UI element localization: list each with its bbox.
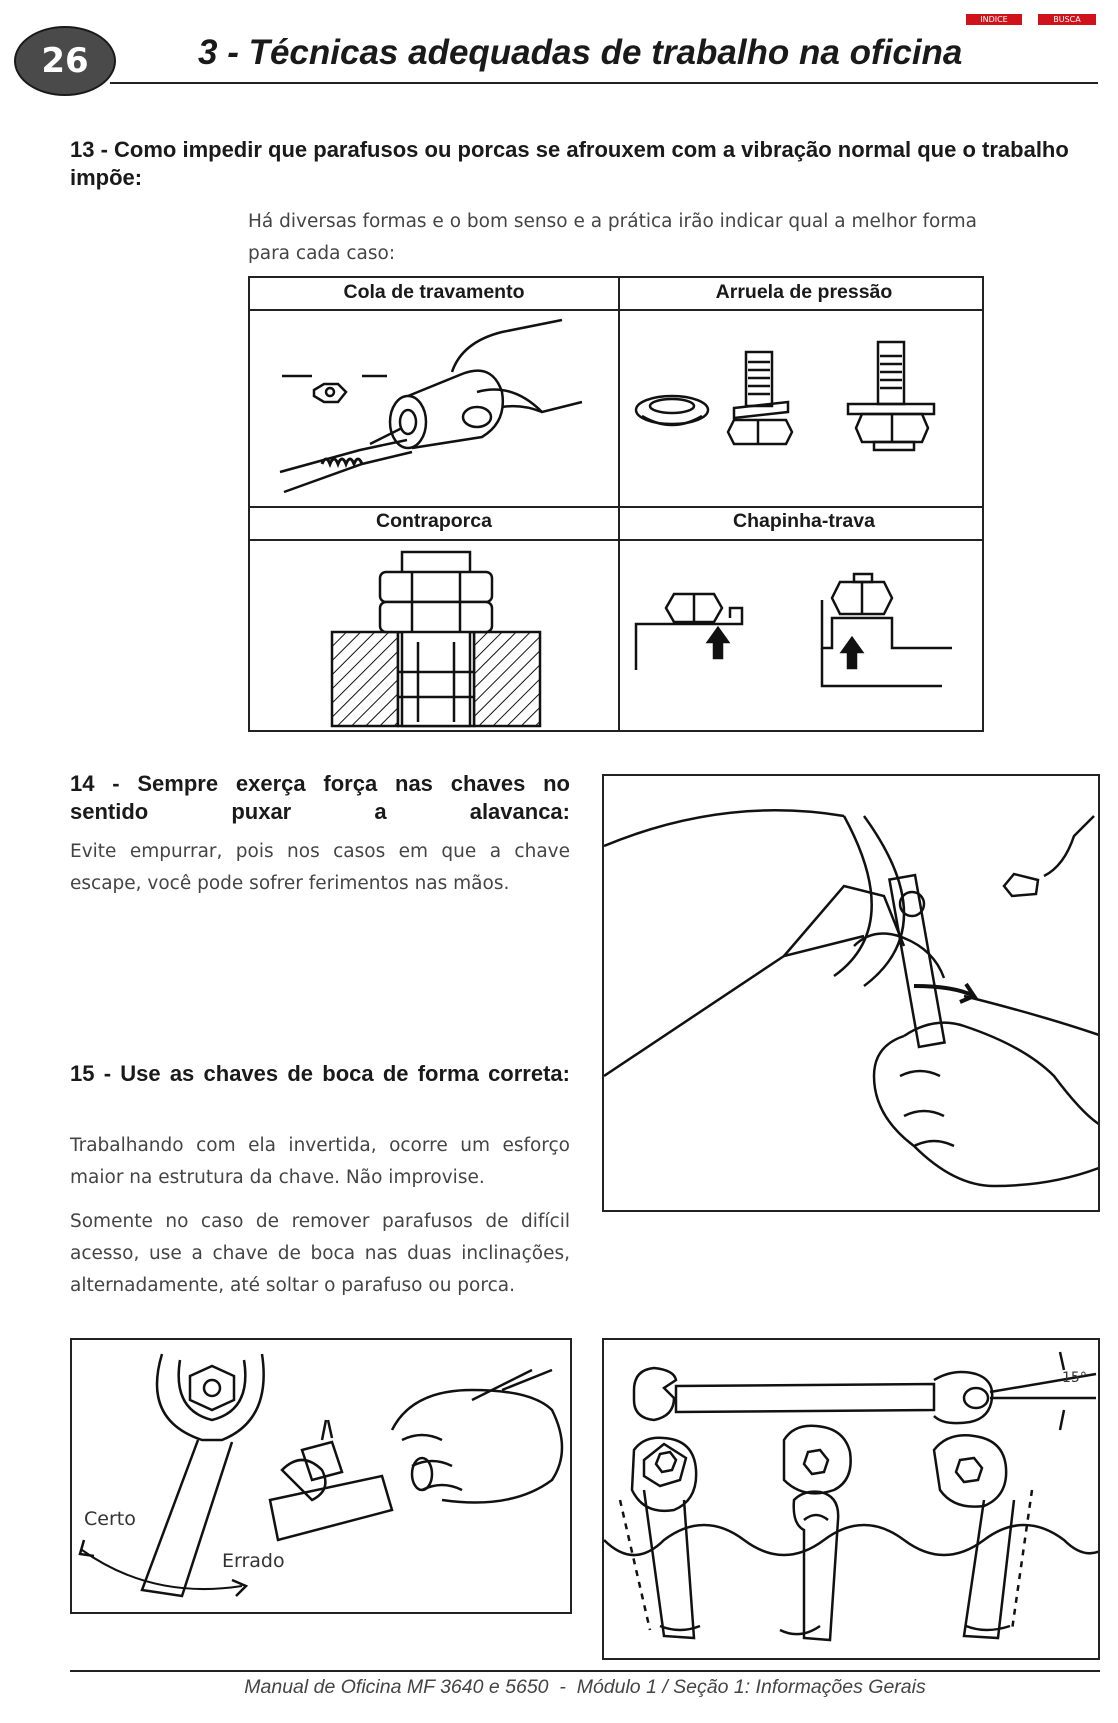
cell-label-contraporca: Contraporca [376,510,492,532]
angle-label: 15° [1062,1370,1087,1386]
label-certo: Certo [84,1508,136,1530]
lock-washer-illustration [622,312,984,504]
title-divider [110,82,1098,84]
cell-label-cola: Cola de travamento [343,281,525,303]
jam-nut-illustration [252,542,616,732]
page-number: 26 [41,41,89,81]
wrench-direction-illustration [70,1338,572,1614]
thread-locker-illustration [252,312,616,504]
label-errado: Errado [222,1550,285,1572]
footer-text: Manual de Oficina MF 3640 e 5650 - Módulo 1 / Seção 1: Informações Gerais [244,1676,926,1698]
section-13-body: Há diversas formas e o bom senso e a prática irão indicar qual a melhor forma para cada caso: [248,211,977,264]
tab-washer-illustration [622,542,984,732]
page-title: 3 - Técnicas adequadas de trabalho na oficina [198,33,963,72]
cell-label-arruela: Arruela de pressão [715,281,893,303]
cell-label-chapinha: Chapinha-trava [733,510,875,532]
locking-methods-table [248,276,984,732]
section-15-body-1: Trabalhando com ela invertida, ocorre um esforço maior na estrutura da chave. Não improvise. [70,1135,570,1188]
section-14-heading: 14 - Sempre exerça força nas chaves no sentido puxar a alavanca: [70,771,570,824]
indice-button[interactable]: INDICE [966,14,1022,25]
section-13-heading: 13 - Como impedir que parafusos ou porcas se afrouxem com a vibração normal que o trabalho impõe: [70,137,1069,190]
page-number-badge [14,26,116,96]
section-14-body: Evite empurrar, pois nos casos em que a chave escape, você pode sofrer ferimentos nas mãos. [70,841,570,894]
busca-button[interactable]: BUSCA [1038,14,1096,25]
footer-divider [70,1670,1100,1672]
pull-wrench-illustration [602,774,1100,1212]
section-15-body-2: Somente no caso de remover parafusos de difícil acesso, use a chave de boca nas duas inclinações, alternadamente, até soltar o parafuso ou porca. [70,1211,570,1296]
wrench-angle-illustration [602,1338,1100,1660]
section-15-heading: 15 - Use as chaves de boca de forma correta: [70,1061,570,1086]
